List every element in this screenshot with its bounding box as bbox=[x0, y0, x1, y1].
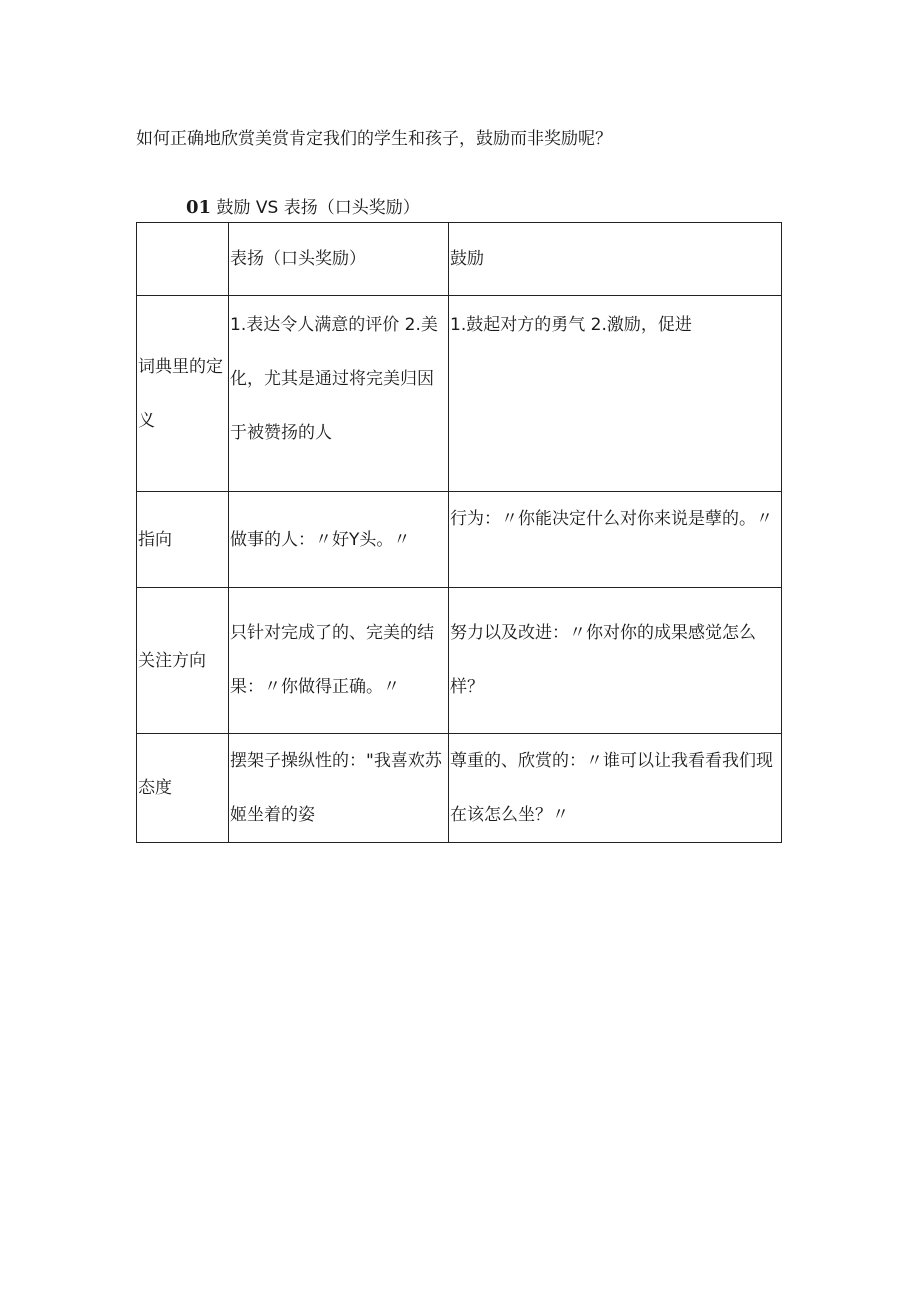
header-cell-encourage: 鼓励 bbox=[449, 223, 782, 296]
cell-text: 行为：〃你能决定什么对你来说是孽的。〃 bbox=[450, 509, 773, 529]
comparison-table bbox=[136, 222, 782, 843]
header-cell-empty bbox=[137, 223, 229, 296]
section-number: 01 bbox=[186, 197, 212, 218]
section-title-text: 鼓励 VS 表扬（口头奖励） bbox=[211, 198, 420, 218]
table-header-row bbox=[137, 223, 782, 296]
row-label-definition: 词典里的定义 bbox=[137, 296, 229, 492]
table-row bbox=[137, 296, 782, 492]
cell-text: 只针对完成了的、完美的结果：〃你做得正确。〃 bbox=[230, 623, 434, 697]
cell-praise-focus bbox=[229, 588, 449, 734]
cell-praise-direction bbox=[229, 492, 449, 588]
table-row bbox=[137, 588, 782, 734]
cell-encourage-definition bbox=[449, 296, 782, 492]
cell-encourage-direction bbox=[449, 492, 782, 588]
intro-question: 如何正确地欣赏美赏肯定我们的学生和孩子，鼓励而非奖励呢？ bbox=[136, 129, 612, 149]
cell-text: 1.表达令人满意的评价 2.美化，尤其是通过将完美归因于被赞扬的人 bbox=[230, 315, 438, 443]
row-label-focus: 关注方向 bbox=[137, 588, 229, 734]
cell-text: 摆架子操纵性的："我喜欢苏姬坐着的姿 bbox=[230, 751, 442, 825]
section-heading bbox=[186, 195, 420, 221]
row-label-direction: 指向 bbox=[137, 492, 229, 588]
cell-text: 做事的人：〃好Y头。〃 bbox=[230, 529, 411, 550]
row-label-attitude: 态度 bbox=[137, 734, 229, 843]
cell-encourage-focus bbox=[449, 588, 782, 734]
header-cell-praise: 表扬（口头奖励） bbox=[229, 223, 449, 296]
table-row bbox=[137, 734, 782, 843]
cell-praise-definition bbox=[229, 296, 449, 492]
cell-text: 尊重的、欣赏的：〃谁可以让我看看我们现在该怎么坐？〃 bbox=[450, 751, 773, 825]
cell-text: 努力以及改进：〃你对你的成果感觉怎么样？ bbox=[450, 623, 756, 697]
cell-text: 1.鼓起对方的勇气 2.激励，促进 bbox=[450, 315, 692, 335]
cell-praise-attitude bbox=[229, 734, 449, 843]
cell-encourage-attitude bbox=[449, 734, 782, 843]
table-row bbox=[137, 492, 782, 588]
